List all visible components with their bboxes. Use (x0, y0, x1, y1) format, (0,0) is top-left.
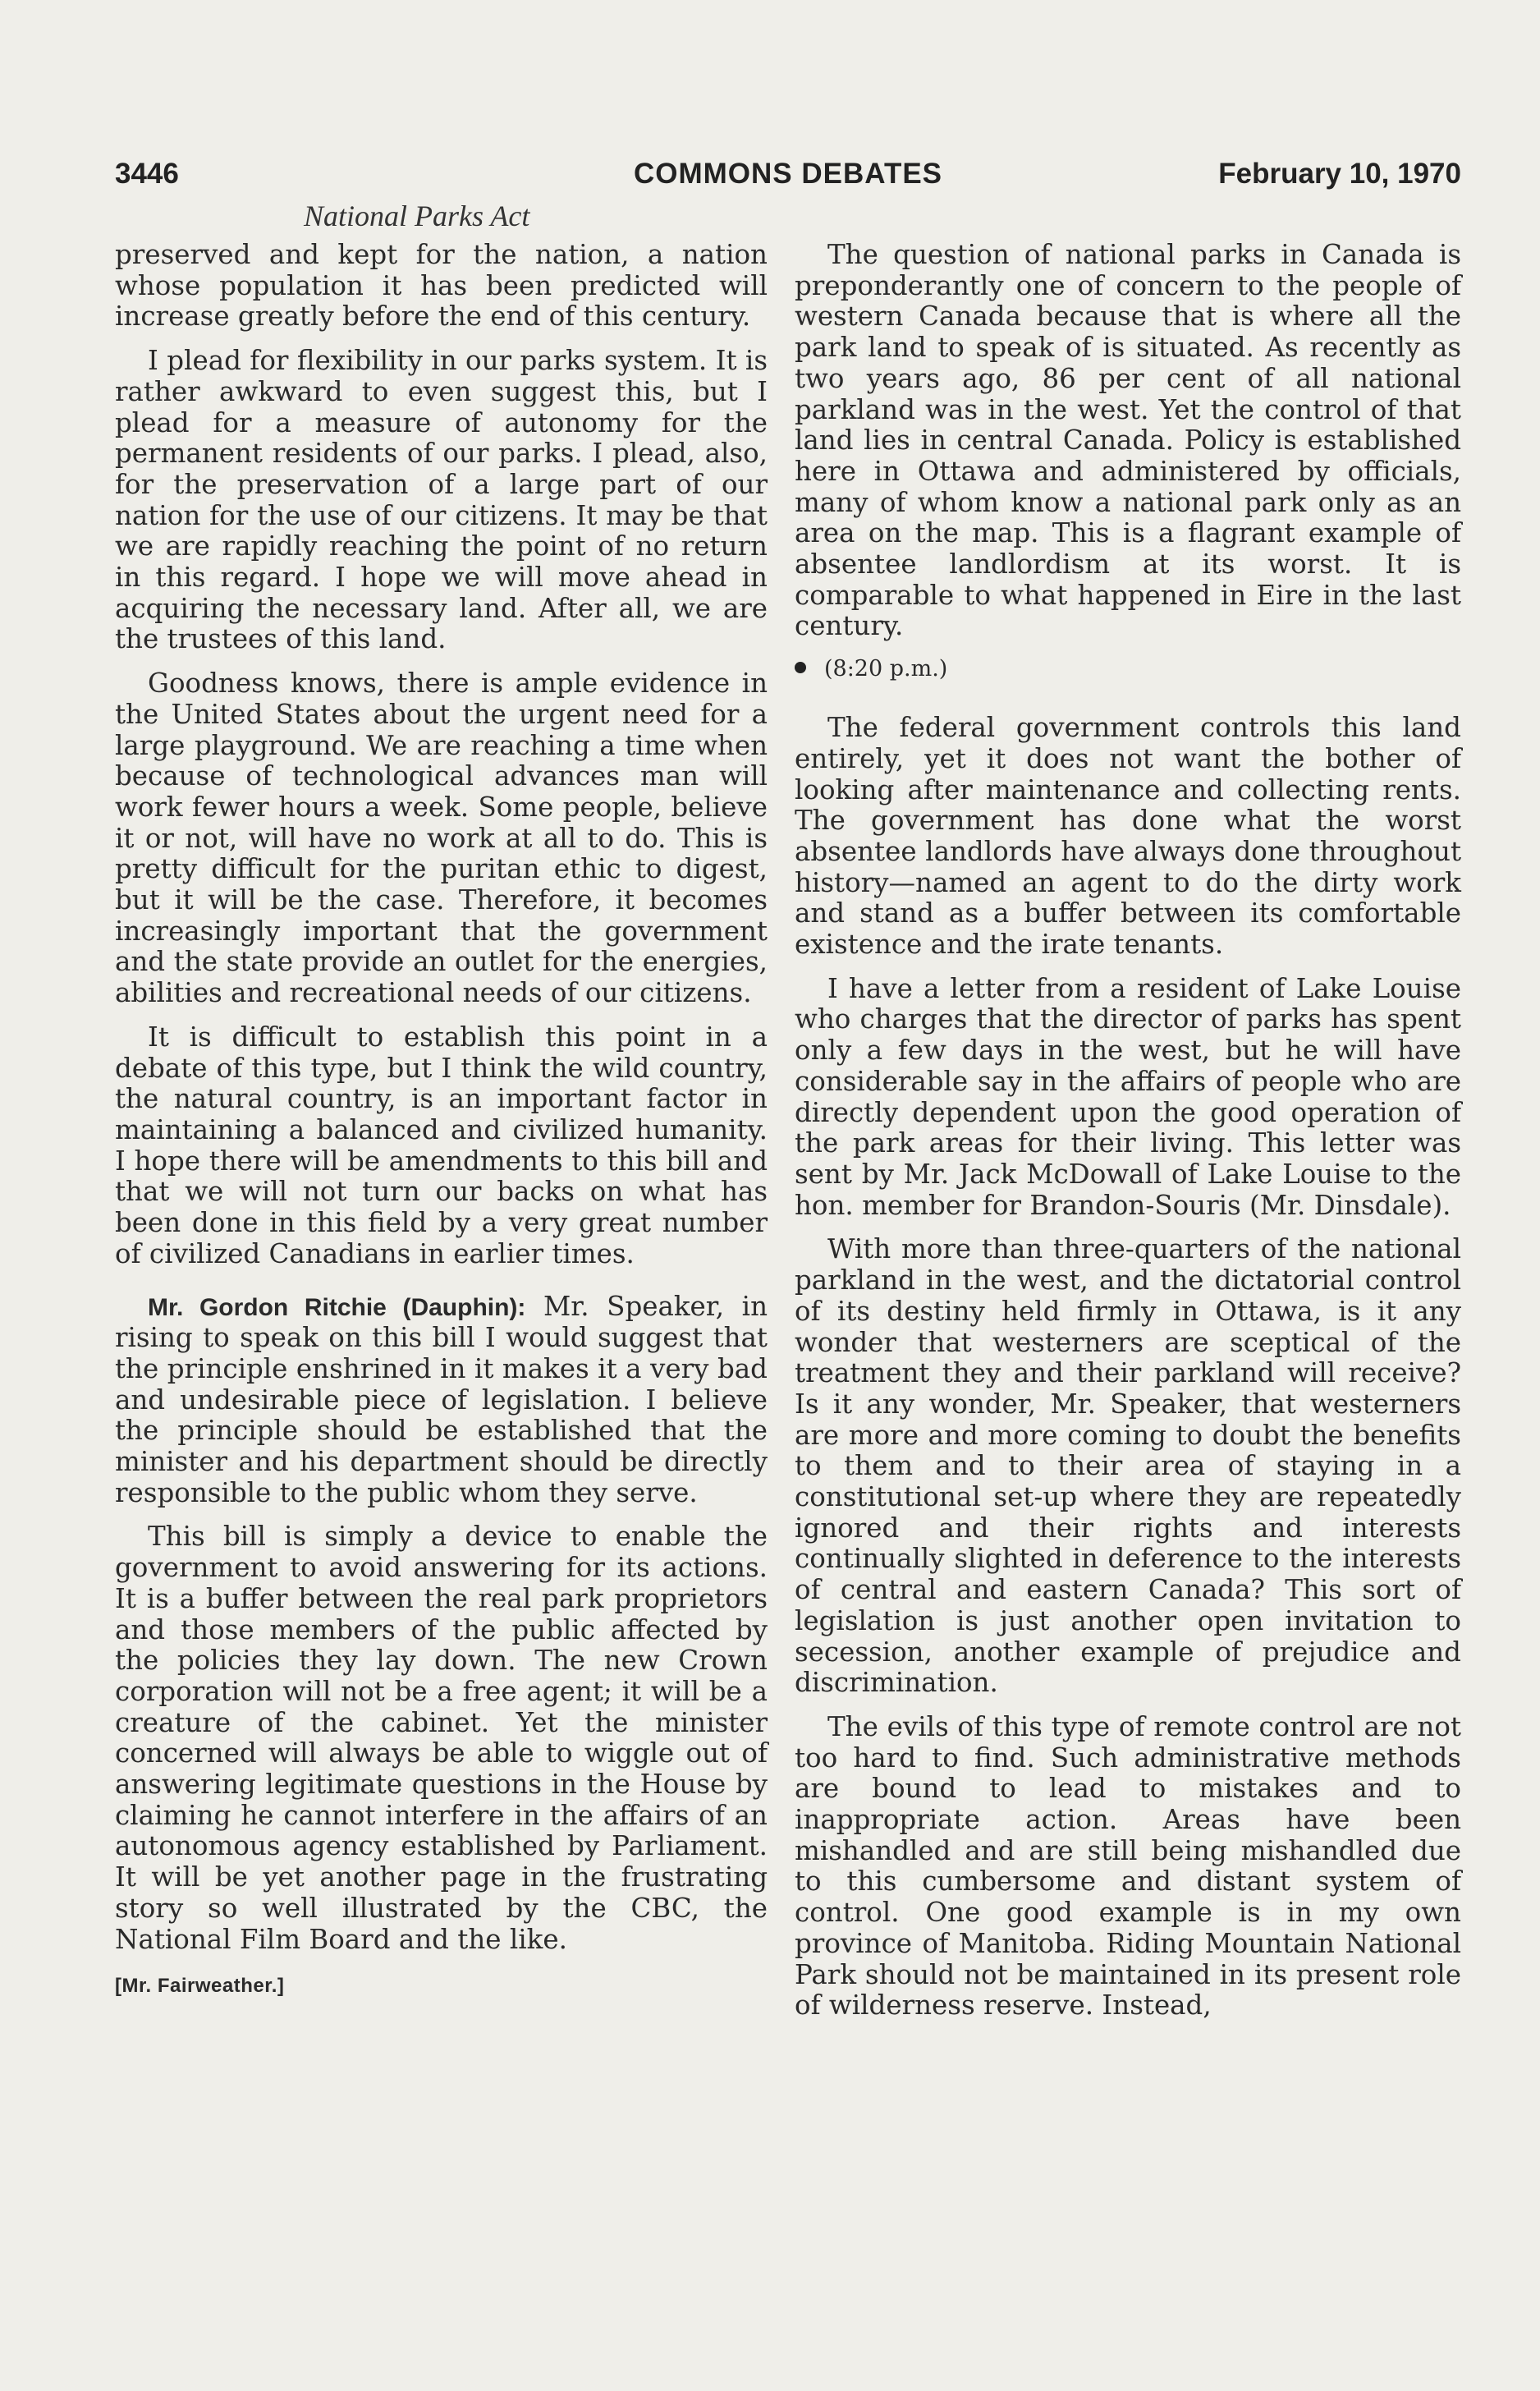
page-number: 3446 (115, 158, 179, 190)
paragraph: Goodness knows, there is ample evidence in the United States about the urgent need for a large playground. We are reaching a time when because of technological advances man will work fewer hours a week. Some people, believe it or not, will have no work at all to do. This is pretty difficult for the puritan ethic to digest, but it will be the case. Therefore, it becomes increasingly important that the government and the state provide an outlet for the energies, abilities and recreational needs of our citizens. (115, 668, 768, 1009)
paragraph: preserved and kept for the nation, a nation whose population it has been predicted will increase greatly before the end of this century. (115, 239, 768, 333)
paragraph: I plead for flexibility in our parks system. It is rather awkward to even suggest this, but I plead for a measure of autonomy for the permanent residents of our parks. I plead, also, for the preservation of a large part of our nation for the use of our citizens. It may be that we are rapidly reaching the point of no return in this regard. I hope we will move ahead in acquiring the necessary land. After all, we are the trustees of this land. (115, 345, 768, 655)
speech-paragraph (115, 1292, 768, 1509)
paragraph: I have a letter from a resident of Lake Louise who charges that the director of parks has spent only a few days in the west, but he will have considerable say in the affairs of people who are directly dependent upon the good operation of the park areas for their living. This letter was sent by Mr. Jack McDowall of Lake Louise to the hon. member for Brandon-Souris (Mr. Dinsdale). (795, 972, 1461, 1221)
paragraph: It is difficult to establish this point in a debate of this type, but I think the wild country, the natural country, is an important factor in maintaining a balanced and civilized humanity. I hope there will be amendments to this bill and that we will not turn our backs on what has been done in this field by a very great number of civilized Canadians in earlier times. (115, 1021, 768, 1269)
speech-text: Mr. Speaker, in rising to speak on this bill I would suggest that the principle enshrined in it makes it a very bad and undesirable piece of legislation. I believe the principle should be established that the minister and his department should be directly responsible to the public whom they serve. (115, 1290, 768, 1508)
time-stamp: (8:20 p.m.) (824, 656, 948, 682)
publication-title: COMMONS DEBATES (633, 158, 943, 190)
page-header (115, 158, 1461, 197)
document-page (115, 158, 1461, 2022)
speaker-attribution: [Mr. Fairweather.] (115, 1975, 285, 1998)
running-title: National Parks Act (304, 200, 530, 232)
left-column (115, 240, 768, 1998)
paragraph: With more than three-quarters of the national parkland in the west, and the dictatorial control of its destiny held firmly in Ottawa, is it any wonder that westerners are sceptical of the treatment they and their parkland will receive? Is it any wonder, Mr. Speaker, that westerners are more and more coming to doubt the benefits to them and to their area of staying in a constitutional set-up where they are repeatedly ignored and their rights and interests continually slighted in deference to the interests of central and eastern Canada? This sort of legislation is just another open invitation to secession, another example of prejudice and discrimination. (795, 1233, 1461, 1699)
paragraph: This bill is simply a device to enable the government to avoid answering for its actions. It is a buffer between the real park proprietors and those members of the public affected by the policies they lay down. The new Crown corporation will not be a free agent; it will be a creature of the cabinet. Yet the minister concerned will always be able to wiggle out of answering legitimate questions in the House by claiming he cannot interfere in the affairs of an autonomous agency established by Parliament. It will be yet another page in the frustrating story so well illustrated by the CBC, the National Film Board and the like. (115, 1521, 768, 1955)
paragraph: The federal government controls this land entirely, yet it does not want the bother of looking after maintenance and collecting rents. The government has done what the worst absentee landlords have always done throughout history—named an agent to do the dirty work and stand as a buffer between its comfortable existence and the irate tenants. (795, 712, 1461, 961)
issue-date: February 10, 1970 (1218, 158, 1461, 190)
right-column (795, 240, 1461, 2035)
paragraph: The question of national parks in Canada is preponderantly one of concern to the people of western Canada because that is where all the park land to speak of is situated. As recently as two years ago, 86 per cent of all national parkland was in the west. Yet the control of that land lies in central Canada. Policy is established here in Ottawa and administered by officials, many of whom know a national park only as an area on the map. This is a flagrant example of absentee landlordism at its worst. It is comparable to what happened in Eire in the last century. (795, 239, 1461, 642)
bullet-icon (795, 662, 806, 673)
paragraph: The evils of this type of remote control are not too hard to find. Such administrative methods are bound to lead to mistakes and to inappropriate action. Areas have been mishandled and are still being mishandled due to this cumbersome and distant system of control. One good example is in my own province of Manitoba. Riding Mountain National Park should not be maintained in its present role of wilderness reserve. Instead, (795, 1710, 1461, 2022)
speaker-name: Mr. Gordon Ritchie (Dauphin): (148, 1293, 526, 1321)
time-marker (795, 655, 1461, 683)
